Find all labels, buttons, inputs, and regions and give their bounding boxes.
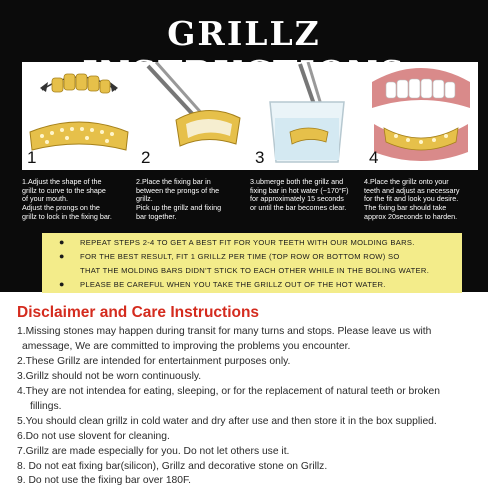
notes-box: [42, 233, 462, 293]
disclaimer-line: 7.Grillz are made especially for you. Do not let others use it.: [17, 446, 290, 457]
note-line: ● PLEASE BE CAREFUL WHEN YOU TAKE THE GRILLZ OUT OF THE HOT WATER.: [59, 279, 386, 289]
step-number: 4: [369, 148, 379, 167]
hot-water-glass-illustration: [250, 62, 364, 170]
step-2-description: 2.Place the fixing bar in between the prongs of the grillz. Pick up the grillz and fixing bar together.: [136, 177, 222, 221]
step-number: 3: [255, 148, 265, 167]
disclaimer-line: 9. Do not use the fixing bar over 180F.: [17, 475, 192, 486]
note-line: THAT THE MOLDING BARS DIDN'T STICK TO EACH OTHER WHILE IN THE BOLING WATER.: [80, 266, 430, 275]
mouth-with-grillz-illustration: [364, 62, 478, 170]
disclaimer-title: Disclaimer and Care Instructions: [17, 304, 260, 321]
disclaimer-line: 2.These Grillz are intended for entertainment purposes only.: [17, 356, 291, 367]
step-4-description: 4.Place the grillz onto your teeth and adjust as necessary for the fit and look you desire. The fixing bar should take approx 20seconds to harden.: [364, 177, 460, 221]
step-3-description: 3.ubmerge both the grillz and fixing bar in hot water (~170°F) for approximately 15 seconds or until the bar becomes clear.: [250, 177, 349, 213]
step-number: 1: [27, 148, 37, 167]
note-line: ● REPEAT STEPS 2-4 TO GET A BEST FIT FOR YOUR TEETH WITH OUR MOLDING BARS.: [59, 237, 415, 247]
tweezers-fixing-bar-illustration: [136, 62, 250, 170]
bullet-icon: ●: [59, 251, 65, 261]
disclaimer-line: 4.They are not intendea for eating, sleeping, or for the replacement of natural teeth or broken: [17, 386, 441, 397]
disclaimer-line: 3.Grillz should not be worn continuously.: [17, 371, 202, 382]
step-1-image: [22, 62, 136, 170]
step-3-image: [250, 62, 364, 170]
disclaimer-line: 8. Do not eat fixing bar(silicon), Grillz and decorative stone on Grillz.: [17, 461, 328, 472]
disclaimer-line: 6.Do not use slovent for cleaning.: [17, 431, 170, 442]
note-line: ● FOR THE BEST RESULT, FIT 1 GRILLZ PER TIME (TOP ROW OR BOTTOM ROW) SO: [59, 251, 400, 261]
step-2-image: [136, 62, 250, 170]
disclaimer-line: 5.You should clean grillz in cold water and dry after use and then store it in the box supplied.: [17, 416, 437, 427]
disclaimer-line: fillings.: [30, 401, 62, 412]
disclaimer-line: 1.Missing stones may happen during transit for many turns and stops. Please leave us with: [17, 326, 432, 337]
bullet-icon: ●: [59, 237, 65, 247]
step-1-description: 1.Adjust the shape of the grillz to curve to the shape of your mouth. Adjust the prongs on the grillz to lock in the fixing bar.: [22, 177, 112, 221]
bullet-icon: ●: [59, 279, 65, 289]
gold-grillz-illustration: [22, 62, 136, 170]
step-number: 2: [141, 148, 151, 167]
step-4-image: [364, 62, 478, 170]
page-title: GRILLZ: [167, 14, 321, 53]
disclaimer-line: amessage, We are committed to improving the problems you encounter.: [22, 341, 351, 352]
